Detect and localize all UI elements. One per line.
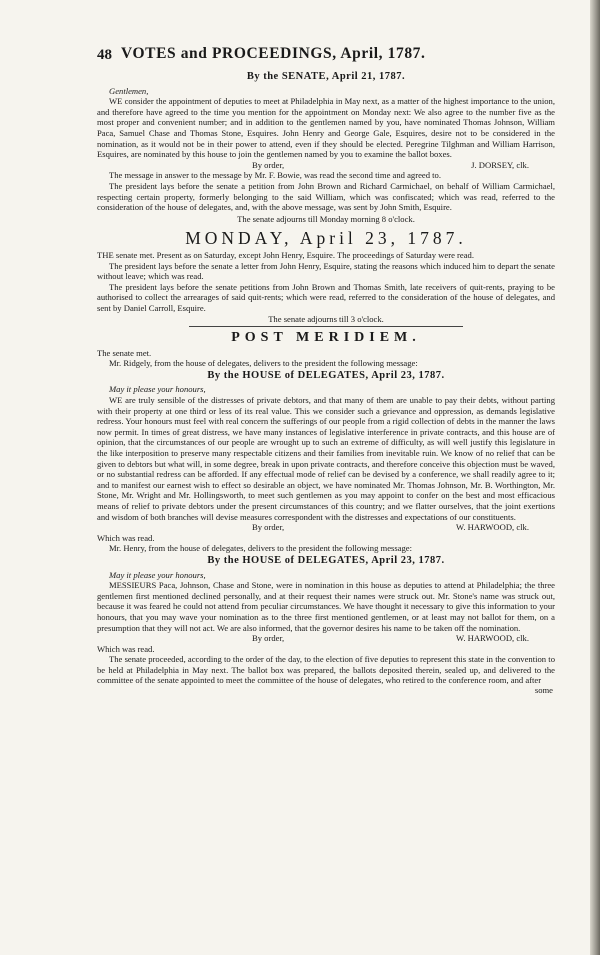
paragraph: The senate met. [97,347,152,358]
signature-line [97,522,555,533]
day-heading: MONDAY, April 23, 1787. [185,228,467,249]
letter-body: WE consider the appointment of deputies to meet at Philadelphia in May next, as a matter of the highest importance to the union, and therefore have agreed to the time you mention for the appointment on Monday next: We also agree to the number five as the most proper and convenient number; and in addition to the gentlemen named by you, have nominated Thomas Johnson, William Paca, Samuel Chase and Thomas Stone, Esquires. John Henry and George Gale, Esquires, desire not to be considered in the nomination, as it would not be in their power to attend, even if they should be elected. Peregrine Tilghman and William Harrison, Esquires, are nominated by this house to join the gentlemen named by you to examine the ballot boxes. [97,96,555,160]
paragraph: THE senate met. Present as on Saturday, except John Henry, Esquire. The proceedings of Saturday were read. [97,249,474,260]
scan-edge [590,0,600,955]
section-heading: POST MERIDIEM. [231,330,421,346]
paragraph: Mr. Henry, from the house of delegates, delivers to the president the following message: [109,543,413,554]
house-heading: By the HOUSE of DELEGATES, April 23, 1787. [207,369,445,381]
message-body: MESSIEURS Paca, Johnson, Chase and Stone, were in nomination in this house as deputies to attend at Philadelphia; the three gentlemen first mentioned declined personally, and at their request their names were struck out. Mr. Stone's name was struck out, because it was feared he could not attend from peculiar circumstances. We have thought it necessary to give this information to your honours, that you may wave your nomination as to the three first mentioned gentlemen, or at least may not ballot for them, on a presumption that they will not act. We are also informed, that the governor desires his name to be taken off the nomination. [97,580,555,633]
text-column [97,45,555,696]
paragraph: The president lays before the senate a letter from John Henry, Esquire, stating the reasons which induced him to depart the senate without leave; which was read. [97,260,555,282]
paragraph: The message in answer to the message by Mr. F. Bowie, was read the second time and agreed to. [109,170,441,181]
by-order: By order, [252,633,285,644]
signer: W. HARWOOD, clk. [456,522,529,533]
by-order: By order, [252,159,285,170]
signature-line [97,633,555,644]
paragraph: Mr. Ridgely, from the house of delegates, delivers to the president the following message: [109,358,418,369]
catchword: some [534,685,553,696]
house-heading: By the HOUSE of DELEGATES, April 23, 1787. [207,554,445,566]
paragraph: The senate proceeded, according to the order of the day, to the election of five deputies to represent this state in the convention to be held at Philadelphia in May next. The ballot box was prepared, the ballots deposited therein, sealed up, and delivered to the committee of the senate appointed to meet the committee of the house of delegates, who retired to the conference room, and after [97,654,555,686]
running-title: VOTES and PROCEEDINGS, April, 1787. [121,45,426,62]
signature-line [97,160,555,171]
adjournment: The senate adjourns till 3 o'clock. [268,314,384,325]
paragraph: Which was read. [97,643,155,654]
salutation: Gentlemen, [109,85,149,96]
page-number: 48 [97,47,112,63]
paragraph: Which was read. [97,532,155,543]
salutation: May it please your honours, [109,569,206,580]
adjournment: The senate adjourns till Monday morning 8 o'clock. [237,213,415,224]
paragraph: The president lays before the senate petitions from John Brown and Thomas Smith, late receivers of quit-rents, praying to be authorised to collect the arrearages of said quit-rents; which were read, referred to the consideration of the house of delegates, and sent by Daniel Carroll, Esquire. [97,281,555,313]
salutation: May it please your honours, [109,384,206,395]
divider [189,326,464,327]
by-order: By order, [252,522,285,533]
page-header [97,45,555,70]
message-body: WE are truly sensible of the distresses of private debtors, and that many of them are unable to pay their debts, without parting with their property at one third or less of its real value. This we consider such a grievance and oppression, as demands legislative redress. Your honours must feel with real concern the sufferings of our people from a rigid collection of debts in the manner the laws now permit. In times of great distress, we have many instances of legislative interference in private contracts, and this house are of opinion, that the circumstances of our people are wrought up to such an extreme of difficulty, as will well justify this legislature in the like interposition to preserve many respectable citizens and their families from inevitable ruin. We know of no relief that can be given to debtors but what will, in some degree, break in upon private contracts, and therefore conceive this objection must be waved, or no substantial redress can be afforded. If any effectual mode of relief can be devised by a conference, we shall readily agree to it; and to manifest our earnest wish to effect so desirable an object, we have nominated Mr. Thomas Johnson, Mr. B. Worthington, Mr. Stone, Mr. Wright and Mr. Hollingsworth, to meet such gentlemen as you may appoint to confer on the best and most efficacious means of relief to private debtors under the present circumstances of this country; and we flatter ourselves, that the joint exertions and wisdom of both branches will devise measures correspondent with the distresses and expectations of our constituents. [97,395,555,522]
signer: J. DORSEY, clk. [471,159,529,170]
paragraph: The president lays before the senate a petition from John Brown and Richard Carmichael, on behalf of William Carmichael, respecting certain property, formerly belonging to the said William, which was confiscated; which was read, referred to the consideration of the house of delegates, and, with the above message, was sent by John Smith, Esquire. [97,180,555,213]
signer: W. HARWOOD, clk. [456,633,529,644]
senate-heading: By the SENATE, April 21, 1787. [246,71,406,82]
